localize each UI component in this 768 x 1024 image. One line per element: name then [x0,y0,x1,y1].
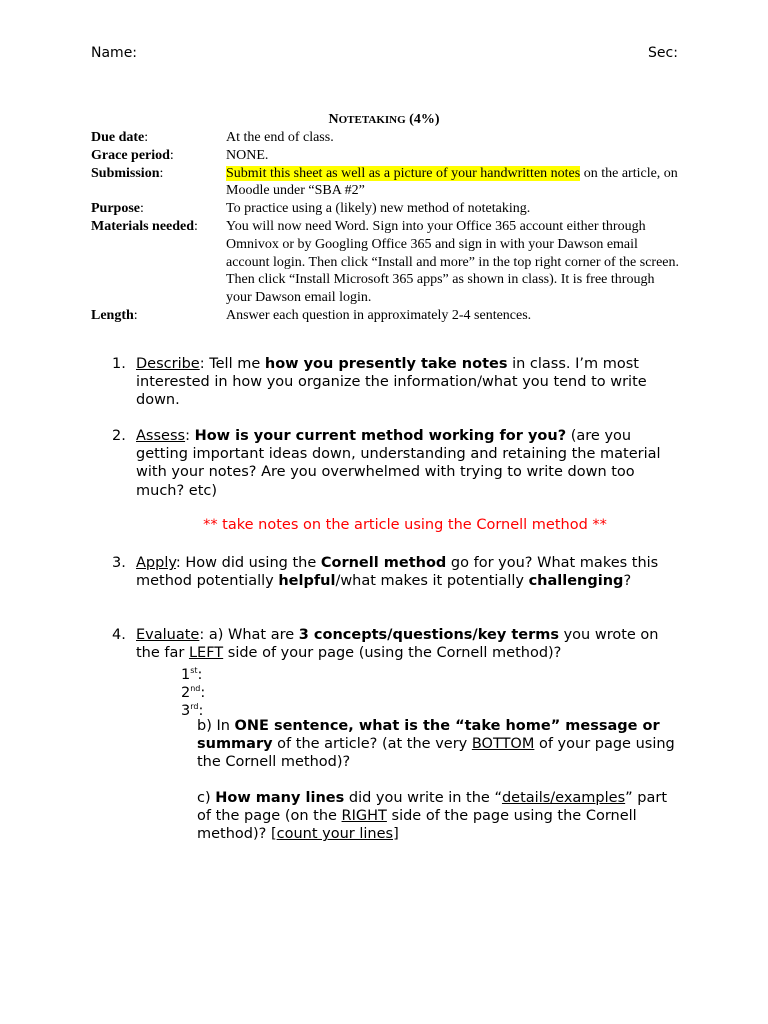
grace-period-label: Grace period [91,147,170,163]
question-text [136,626,672,662]
text: (are you getting important ideas down, understanding and retaining the material with your notes? Are you overwhelmed with trying to write down too much? etc) [136,428,661,499]
question-text [136,427,672,500]
length-label: Length [91,307,134,323]
length-row [91,307,691,325]
underlined-text: LEFT [188,645,224,662]
title-rest: OTETAKING [338,114,406,126]
question-2 [112,427,672,500]
question-text [136,355,672,410]
bold-text: Cornell method [320,555,447,571]
submission-label: Submission [91,165,160,181]
colon: : [194,218,198,234]
question-heading: Apply [136,555,176,571]
question-heading: Describe [136,356,200,372]
text: side of your page (using the Cornell method)? [223,645,562,662]
question-number: 1. [112,356,126,372]
question-heading: Evaluate [136,627,200,643]
due-date-label: Due date [91,130,145,145]
text: did you write in the “ [344,790,502,806]
text: ] [393,826,399,843]
materials-row [91,218,691,307]
ordinal-suffix: rd [190,702,199,711]
ordinal-number: 1 [181,667,191,683]
bold-text: How is your current method working for you? [194,428,567,444]
text: c) [197,790,216,806]
text: go for you? What makes this method potentially [136,555,659,590]
ordinal-number: 2 [181,685,191,701]
colon: : [197,667,203,683]
text: ? [623,573,632,590]
question-4b [197,717,677,772]
question-number: 3. [112,555,126,571]
text: side of the page using the Cornell method)? [ [197,808,637,843]
grace-period-row [91,147,691,165]
section-label: Sec: [648,45,678,61]
colon: : [198,703,204,719]
underlined-text: details/examples [501,790,626,806]
length-value: Answer each question in approximately 2-4 sentences. [226,307,532,323]
text: of the article? (at the very [272,736,472,753]
underlined-text: BOTTOM [471,736,535,753]
colon: : [144,130,149,145]
colon: : [133,307,138,323]
colon: : [200,685,206,701]
question-text [136,554,672,590]
colon: : [169,147,174,163]
text: b) In [197,718,235,734]
submission-highlight: Submit this sheet as well as a picture of your handwritten notes [226,165,581,181]
grace-period-value: NONE. [226,147,269,163]
bold-text: challenging [528,573,624,590]
question-heading: Assess [136,428,186,444]
submission-value [226,165,681,201]
title-initial: N [328,112,339,127]
bold-text: ONE sentence, what is the “take home” message or summary [197,718,660,753]
bold-text: 3 concepts/questions/key terms [298,627,559,643]
question-1 [112,355,672,410]
text: in class. I’m most interested in how you organize the information/what you tend to write down. [136,356,647,409]
question-4 [112,626,672,662]
question-number: 4. [112,627,126,643]
colon: : [140,201,144,217]
ordinal-suffix: st [190,666,198,675]
document-title [0,112,768,128]
bold-text: how you presently take notes [264,356,508,372]
question-4c [197,789,677,844]
due-date-row [91,129,691,147]
text: ” part of the page (on the [197,790,667,825]
purpose-row [91,200,691,218]
text: : How did using the [175,555,321,571]
text: of your page using the Cornell method)? [197,736,675,771]
submission-rest: on the article, on Moodle under “SBA #2” [226,165,678,199]
ordinal-number: 3 [181,703,191,719]
text: : [185,428,195,444]
materials-label: Materials needed [91,218,195,234]
name-label: Name: [91,45,138,61]
question-3 [112,554,672,590]
title-weight: (4%) [409,112,440,127]
bold-text: How many lines [215,790,345,806]
question-number: 2. [112,428,126,444]
text: /what makes it potentially [335,573,529,590]
purpose-label: Purpose [91,201,140,217]
underlined-text: count your lines [276,826,394,843]
ordinal-suffix: nd [190,684,201,693]
due-date-value: At the end of class. [226,130,334,145]
underlined-text: RIGHT [341,808,387,825]
cornell-instruction: ** take notes on the article using the Cornell method ** [203,517,607,533]
text: you wrote on the far [136,627,659,662]
assignment-info [91,129,691,325]
colon: : [159,165,164,181]
purpose-value: To practice using a (likely) new method of notetaking. [226,201,531,217]
materials-value: You will now need Word. Sign into your Office 365 account either through Omnivox or by Googling Office 365 and sign in with your Dawson email account login. Then click “Install and more” in the top right corner of the screen. Then click “Install Microsoft 365 apps” as shown in class). It is free through your Dawson email login. [226,218,680,306]
submission-row [91,165,691,201]
text: : a) What are [199,627,299,643]
bold-text: helpful [278,573,336,590]
text: : Tell me [199,356,265,372]
